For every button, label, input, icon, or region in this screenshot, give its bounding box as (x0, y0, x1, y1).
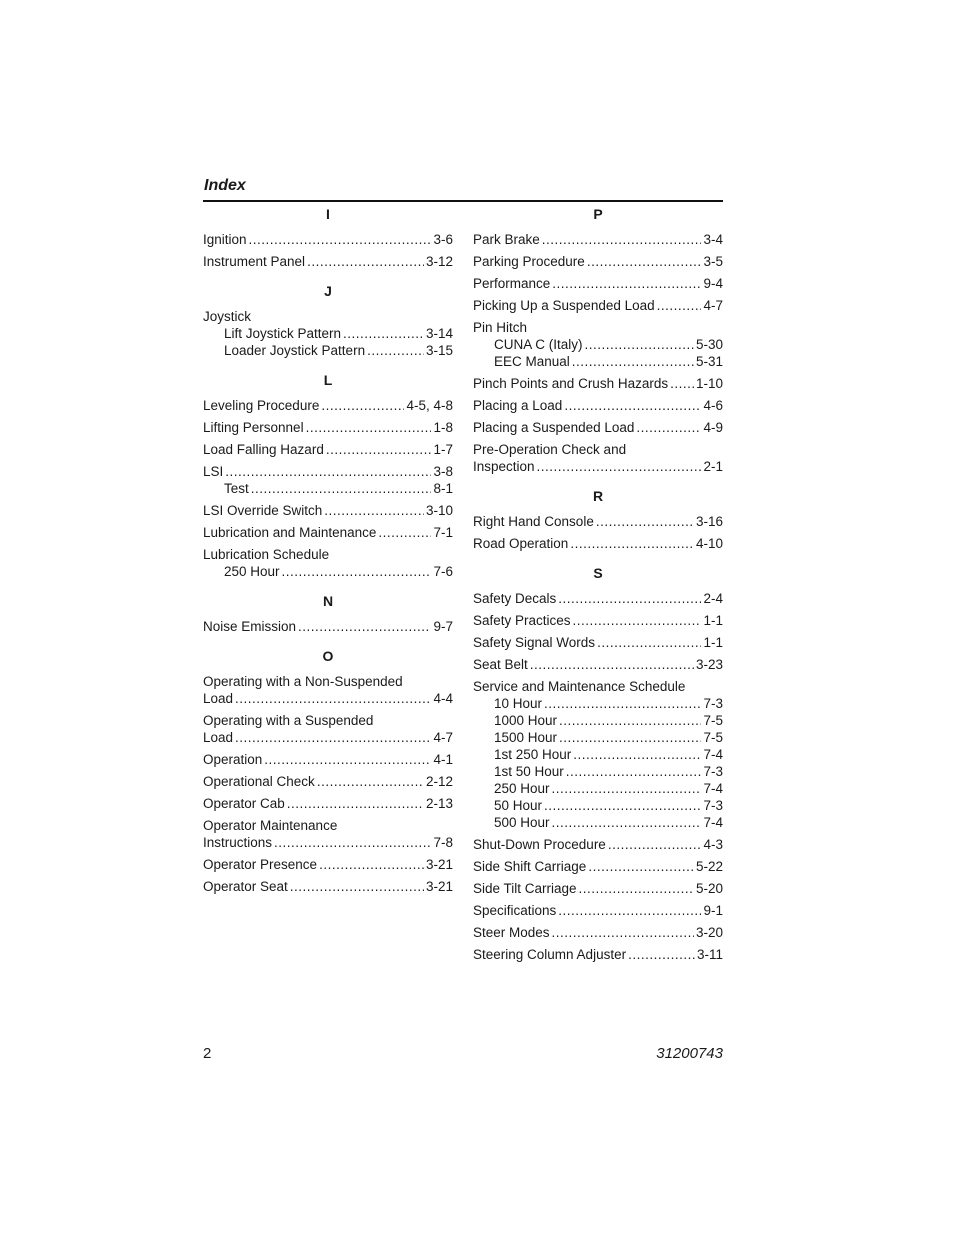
page-title: Index (204, 177, 246, 194)
index-line (473, 419, 723, 436)
section-letter: J (324, 283, 332, 299)
index-line (203, 878, 453, 895)
index-entry (473, 902, 723, 919)
index-subentry (473, 797, 723, 814)
dot-leader (317, 773, 424, 790)
dot-leader (558, 590, 701, 607)
dot-leader (572, 353, 694, 370)
entry-text: Seat Belt (473, 657, 528, 672)
index-entry (473, 880, 723, 897)
index-entry (473, 656, 723, 673)
index-subentry (473, 712, 723, 729)
index-line: Operator Maintenance (203, 818, 338, 833)
index-subentry (473, 780, 723, 797)
entry-text: 250 Hour (494, 781, 550, 796)
index-section (203, 282, 453, 359)
dot-leader (628, 946, 695, 963)
index-line (473, 656, 723, 673)
entry-text: 50 Hour (494, 798, 543, 813)
section-letter: P (593, 206, 603, 222)
entry-text: EEC Manual (494, 354, 570, 369)
entry-text: Safety Signal Words (473, 635, 596, 650)
page-reference: 4-5, 4-8 (406, 398, 453, 413)
dot-leader (587, 253, 702, 270)
dot-leader (544, 695, 701, 712)
page-reference: 3-21 (425, 857, 453, 872)
dot-leader (588, 858, 694, 875)
entry-text: Test (224, 481, 249, 496)
entry-text: Placing a Load (473, 398, 563, 413)
page-reference: 1-8 (433, 420, 453, 435)
entry-text: Lubrication and Maintenance (203, 525, 377, 540)
index-entry (473, 441, 723, 475)
dot-leader (235, 690, 431, 707)
index-entry (473, 397, 723, 414)
index-entry (203, 712, 453, 746)
index-line (473, 946, 723, 963)
dot-leader (343, 325, 424, 342)
dot-leader (585, 336, 694, 353)
dot-leader (367, 342, 424, 359)
page-reference: 7-3 (703, 764, 723, 779)
dot-leader (573, 612, 702, 629)
index-line (473, 297, 723, 314)
dot-leader (542, 231, 702, 248)
page-reference: 8-1 (433, 481, 453, 496)
entry-text: Load (203, 730, 234, 745)
entry-text: Operator Seat (203, 879, 288, 894)
entry-text: Steer Modes (473, 925, 550, 940)
entry-text: Ignition (203, 232, 247, 247)
index-line (473, 902, 723, 919)
index-line (203, 729, 453, 746)
entry-text: Instrument Panel (203, 254, 306, 269)
entry-text: Performance (473, 276, 551, 291)
page-reference: 1-10 (695, 376, 723, 391)
page-reference: 1-1 (703, 635, 723, 650)
page-reference: 7-1 (433, 525, 453, 540)
page-reference: 5-22 (695, 859, 723, 874)
index-entry (473, 634, 723, 651)
index-entry (473, 319, 723, 370)
index-subentry (203, 342, 453, 359)
entry-text: Side Shift Carriage (473, 859, 587, 874)
index-entry (473, 678, 723, 831)
index-entry (203, 751, 453, 768)
index-line (203, 253, 453, 270)
dot-leader (570, 535, 694, 552)
index-line: Service and Maintenance Schedule (473, 679, 686, 694)
dot-leader (552, 814, 702, 831)
entry-text: Operator Cab (203, 796, 285, 811)
entry-text: Load (203, 691, 234, 706)
index-entry (203, 253, 453, 270)
entry-text: Parking Procedure (473, 254, 585, 269)
page-reference: 7-4 (703, 815, 723, 830)
page-reference: 3-5 (703, 254, 723, 269)
index-line (203, 773, 453, 790)
page-reference: 3-4 (703, 232, 723, 247)
dot-leader (249, 231, 432, 248)
dot-leader (564, 397, 701, 414)
entry-text: Instructions (203, 835, 273, 850)
index-column-right (473, 205, 723, 968)
index-line (473, 836, 723, 853)
index-entry (203, 546, 453, 580)
index-entry (473, 297, 723, 314)
index-subentry (203, 325, 453, 342)
dot-leader (324, 502, 424, 519)
index-section (203, 647, 453, 895)
dot-leader (225, 463, 431, 480)
page-reference: 7-3 (703, 798, 723, 813)
dot-leader (306, 419, 432, 436)
index-line (473, 231, 723, 248)
dot-leader (552, 924, 694, 941)
page-reference: 9-7 (433, 619, 453, 634)
page-reference: 9-1 (703, 903, 723, 918)
entry-text: 1st 50 Hour (494, 764, 564, 779)
dot-leader (544, 797, 701, 814)
page-reference: 2-1 (703, 459, 723, 474)
entry-text: CUNA C (Italy) (494, 337, 583, 352)
index-line: Lubrication Schedule (203, 547, 330, 562)
page-reference: 3-14 (425, 326, 453, 341)
index-line (203, 441, 453, 458)
index-entry (203, 795, 453, 812)
section-letter: L (323, 372, 333, 388)
index-entry (203, 397, 453, 414)
entry-text: Operational Check (203, 774, 315, 789)
index-entry (473, 836, 723, 853)
index-line (203, 397, 453, 414)
page-reference: 3-6 (433, 232, 453, 247)
dot-leader (608, 836, 702, 853)
index-entry (203, 878, 453, 895)
entry-text: Safety Decals (473, 591, 557, 606)
index-line (473, 375, 723, 392)
dot-leader (573, 746, 701, 763)
page-reference: 4-6 (703, 398, 723, 413)
entry-text: 1500 Hour (494, 730, 558, 745)
dot-leader (558, 902, 701, 919)
page-reference: 3-20 (695, 925, 723, 940)
section-letter: N (322, 593, 334, 609)
entry-text: Lift Joystick Pattern (224, 326, 342, 341)
index-entry (203, 524, 453, 541)
index-line (203, 419, 453, 436)
index-line: Pin Hitch (473, 320, 528, 335)
page-reference: 3-8 (433, 464, 453, 479)
dot-leader (264, 751, 431, 768)
index-line: Pre-Operation Check and (473, 442, 627, 457)
index-section (473, 205, 723, 475)
index-entry (473, 612, 723, 629)
dot-leader (307, 253, 424, 270)
entry-text: Loader Joystick Pattern (224, 343, 366, 358)
index-entry (473, 946, 723, 963)
page-reference: 7-8 (433, 835, 453, 850)
index-subentry (473, 695, 723, 712)
index-line (203, 795, 453, 812)
entry-text: Placing a Suspended Load (473, 420, 635, 435)
page-reference: 2-13 (425, 796, 453, 811)
index-line (203, 751, 453, 768)
dot-leader (596, 513, 694, 530)
dot-leader (530, 656, 694, 673)
index-section (203, 205, 453, 270)
page-reference: 5-31 (695, 354, 723, 369)
section-letter: I (326, 206, 330, 222)
section-letter: S (593, 565, 603, 581)
index-section (203, 592, 453, 635)
index-entry (203, 463, 453, 497)
index-entry (473, 275, 723, 292)
page-number: 2 (203, 1045, 212, 1062)
index-line (473, 513, 723, 530)
index-line (203, 856, 453, 873)
section-letter: O (322, 648, 334, 664)
entry-text: 10 Hour (494, 696, 543, 711)
dot-leader (298, 618, 431, 635)
dot-leader (326, 441, 432, 458)
index-line: Operating with a Suspended (203, 713, 374, 728)
index-line (473, 253, 723, 270)
index-entry (203, 441, 453, 458)
page-reference: 3-16 (695, 514, 723, 529)
dot-leader (378, 524, 431, 541)
page-reference: 7-5 (703, 713, 723, 728)
dot-leader (559, 712, 701, 729)
index-entry (473, 253, 723, 270)
index-line (203, 463, 453, 480)
entry-text: 500 Hour (494, 815, 550, 830)
entry-text: Load Falling Hazard (203, 442, 324, 457)
index-entry (203, 773, 453, 790)
index-line (203, 690, 453, 707)
entry-text: Specifications (473, 903, 557, 918)
entry-text: Pinch Points and Crush Hazards (473, 376, 669, 391)
page-reference: 5-20 (695, 881, 723, 896)
index-entry (473, 419, 723, 436)
index-line (473, 275, 723, 292)
document-number: 31200743 (656, 1045, 723, 1062)
index-subentry (473, 746, 723, 763)
entry-text: Right Hand Console (473, 514, 594, 529)
page-reference: 3-12 (425, 254, 453, 269)
entry-text: Operator Presence (203, 857, 318, 872)
header-rule (203, 200, 723, 202)
index-line (473, 535, 723, 552)
dot-leader (552, 275, 701, 292)
page-reference: 4-3 (703, 837, 723, 852)
index-line (473, 924, 723, 941)
dot-leader (287, 795, 424, 812)
dot-leader (537, 458, 702, 475)
index-entry (473, 375, 723, 392)
entry-text: Park Brake (473, 232, 540, 247)
entry-text: Inspection (473, 459, 535, 474)
entry-text: Lifting Personnel (203, 420, 304, 435)
index-entry (473, 535, 723, 552)
index-line (473, 880, 723, 897)
index-line (473, 397, 723, 414)
index-entry (203, 502, 453, 519)
entry-text: Steering Column Adjuster (473, 947, 627, 962)
page-reference: 7-5 (703, 730, 723, 745)
page-reference: 4-7 (703, 298, 723, 313)
page-reference: 3-23 (695, 657, 723, 672)
page-reference: 7-4 (703, 781, 723, 796)
page-reference: 5-30 (695, 337, 723, 352)
dot-leader (552, 780, 702, 797)
index-entry (203, 308, 453, 359)
entry-text: Shut-Down Procedure (473, 837, 606, 852)
dot-leader (274, 834, 431, 851)
page-reference: 7-4 (703, 747, 723, 762)
entry-text: Safety Practices (473, 613, 571, 628)
index-entry (203, 817, 453, 851)
index-line (203, 618, 453, 635)
page-reference: 7-6 (433, 564, 453, 579)
dot-leader (251, 480, 432, 497)
page-reference: 4-9 (703, 420, 723, 435)
page-reference: 4-1 (433, 752, 453, 767)
index-section (473, 487, 723, 552)
index-line (203, 231, 453, 248)
dot-leader (657, 297, 702, 314)
index-line (473, 612, 723, 629)
index-subentry (473, 763, 723, 780)
page-reference: 4-7 (433, 730, 453, 745)
entry-text: LSI (203, 464, 224, 479)
index-line: Operating with a Non-Suspended (203, 674, 403, 689)
dot-leader (290, 878, 424, 895)
index-subentry (203, 480, 453, 497)
entry-text: Noise Emission (203, 619, 297, 634)
index-subentry (203, 563, 453, 580)
entry-text: Operation (203, 752, 263, 767)
dot-leader (579, 880, 694, 897)
index-subentry (473, 336, 723, 353)
dot-leader (319, 856, 424, 873)
entry-text: Picking Up a Suspended Load (473, 298, 655, 313)
page-reference: 3-11 (696, 947, 723, 962)
index-entry (203, 618, 453, 635)
index-section (473, 564, 723, 963)
index-line (203, 524, 453, 541)
dot-leader (321, 397, 404, 414)
dot-leader (235, 729, 431, 746)
dot-leader (559, 729, 701, 746)
index-entry (473, 858, 723, 875)
index-entry (473, 590, 723, 607)
index-entry (203, 673, 453, 707)
entry-text: LSI Override Switch (203, 503, 323, 518)
dot-leader (566, 763, 702, 780)
entry-text: 250 Hour (224, 564, 280, 579)
page-reference: 9-4 (703, 276, 723, 291)
entry-text: Road Operation (473, 536, 569, 551)
index-entry (203, 231, 453, 248)
page-reference: 3-21 (425, 879, 453, 894)
index-subentry (473, 814, 723, 831)
dot-leader (282, 563, 432, 580)
page-reference: 4-4 (433, 691, 453, 706)
page-reference: 7-3 (703, 696, 723, 711)
dot-leader (636, 419, 701, 436)
index-line (473, 858, 723, 875)
index-entry (203, 419, 453, 436)
index-entry (473, 231, 723, 248)
index-line (203, 502, 453, 519)
index-line (203, 834, 453, 851)
index-entry (473, 513, 723, 530)
entry-text: 1000 Hour (494, 713, 558, 728)
page-reference: 3-10 (425, 503, 453, 518)
index-line: Joystick (203, 309, 252, 324)
dot-leader (670, 375, 694, 392)
index-subentry (473, 729, 723, 746)
page-reference: 1-1 (703, 613, 723, 628)
index-column-left (203, 205, 453, 900)
index-entry (473, 924, 723, 941)
section-letter: R (592, 488, 604, 504)
index-line (473, 590, 723, 607)
entry-text: 1st 250 Hour (494, 747, 572, 762)
dot-leader (597, 634, 701, 651)
index-section (203, 371, 453, 580)
index-line (473, 458, 723, 475)
page-reference: 2-12 (425, 774, 453, 789)
index-subentry (473, 353, 723, 370)
entry-text: Side Tilt Carriage (473, 881, 577, 896)
page-reference: 1-7 (433, 442, 453, 457)
index-entry (203, 856, 453, 873)
entry-text: Leveling Procedure (203, 398, 320, 413)
page-reference: 3-15 (425, 343, 453, 358)
index-line (473, 634, 723, 651)
page-reference: 4-10 (695, 536, 723, 551)
page-reference: 2-4 (703, 591, 723, 606)
